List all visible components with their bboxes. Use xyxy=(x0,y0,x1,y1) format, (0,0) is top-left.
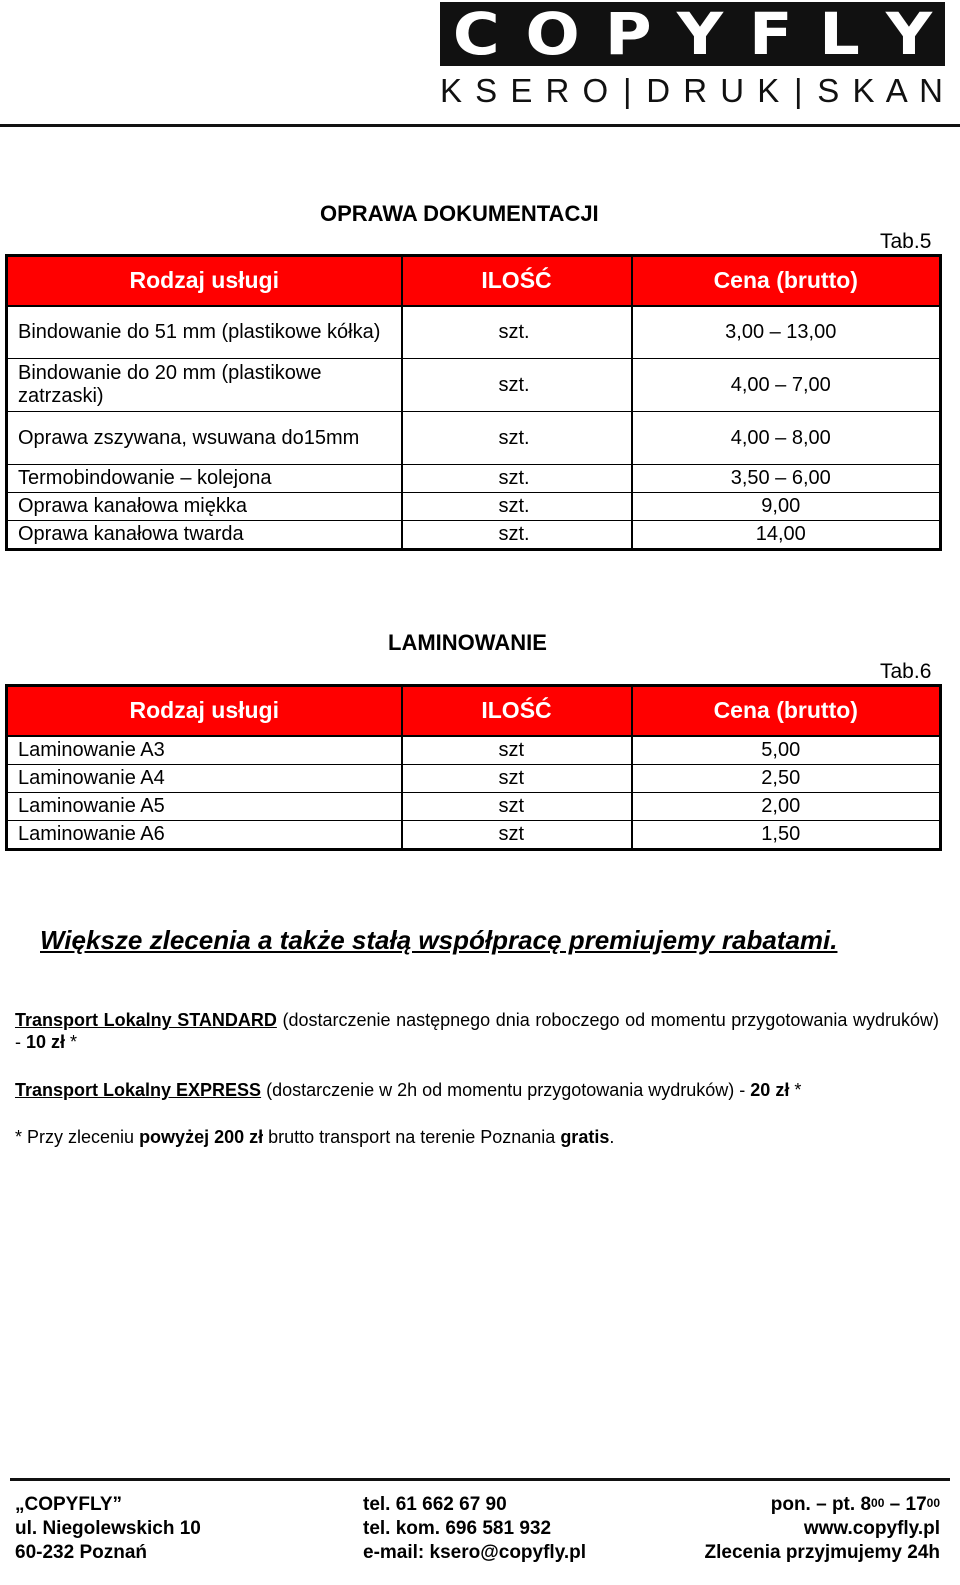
service-name: Termobindowanie – kolejona xyxy=(7,465,402,493)
transport-standard-suffix: * xyxy=(65,1032,78,1052)
footer-street: ul. Niegolewskich 10 xyxy=(15,1518,201,1539)
logo-letter: F xyxy=(749,0,794,68)
hours-end-minutes: 00 xyxy=(926,1496,940,1510)
service-name: Bindowanie do 51 mm (plastikowe kółka) xyxy=(7,306,402,359)
service-price: 1,50 xyxy=(632,820,941,849)
service-name: Oprawa kanałowa miękka xyxy=(7,493,402,521)
table-row xyxy=(7,493,941,521)
service-price: 2,00 xyxy=(632,792,941,820)
table-row xyxy=(7,359,941,412)
table-row xyxy=(7,306,941,359)
tagline-word: S K A N xyxy=(817,72,945,109)
service-name: Oprawa kanałowa twarda xyxy=(7,521,402,550)
section-title-binding: OPRAWA DOKUMENTACJI xyxy=(320,201,599,226)
service-unit: szt xyxy=(402,736,632,765)
service-unit: szt. xyxy=(402,465,632,493)
service-price: 9,00 xyxy=(632,493,941,521)
logo-letter: O xyxy=(525,0,580,68)
service-unit: szt xyxy=(402,764,632,792)
service-unit: szt. xyxy=(402,359,632,412)
table-row xyxy=(7,465,941,493)
note-middle: brutto transport na terenie Poznania xyxy=(263,1127,561,1147)
table-header-row xyxy=(7,256,941,306)
logo-letter: L xyxy=(819,0,860,68)
service-unit: szt. xyxy=(402,306,632,359)
service-name: Laminowanie A5 xyxy=(7,792,402,820)
footer-company: „COPYFLY” xyxy=(15,1494,122,1515)
footer-hours xyxy=(705,1493,941,1517)
table-row xyxy=(7,820,941,849)
service-price: 5,00 xyxy=(632,736,941,765)
header-divider xyxy=(0,124,960,127)
binding-price-table xyxy=(5,254,942,551)
service-price: 14,00 xyxy=(632,521,941,550)
service-price: 4,00 – 7,00 xyxy=(632,359,941,412)
footer-email[interactable]: e-mail: ksero@copyfly.pl xyxy=(363,1542,587,1563)
footer-contact xyxy=(363,1493,586,1565)
footer-orders: Zlecenia przyjmujemy 24h xyxy=(704,1542,940,1563)
header-service: Rodzaj usługi xyxy=(7,686,402,736)
service-price: 3,00 – 13,00 xyxy=(632,306,941,359)
header-service: Rodzaj usługi xyxy=(7,256,402,306)
table-label-tab5: Tab.5 xyxy=(880,230,932,253)
footer-info xyxy=(705,1493,941,1565)
footer-city: 60-232 Poznań xyxy=(15,1542,147,1563)
transport-express-suffix: * xyxy=(789,1080,802,1100)
service-unit: szt. xyxy=(402,521,632,550)
section-title-lamination: LAMINOWANIE xyxy=(388,630,547,655)
discount-promo: Większe zlecenia a także stałą współpracę premiujemy rabatami. xyxy=(40,925,838,955)
transport-standard-label: Transport Lokalny STANDARD xyxy=(15,1010,277,1030)
hours-end: – 17 xyxy=(884,1494,927,1515)
service-name: Laminowanie A4 xyxy=(7,764,402,792)
transport-standard xyxy=(15,1009,939,1053)
transport-express-desc: (dostarczenie w 2h od momentu przygotowania wydruków) - xyxy=(261,1080,751,1100)
service-unit: szt xyxy=(402,792,632,820)
service-name: Oprawa zszywana, wsuwana do15mm xyxy=(7,412,402,465)
service-price: 2,50 xyxy=(632,764,941,792)
service-price: 4,00 – 8,00 xyxy=(632,412,941,465)
transport-standard-price: 10 zł xyxy=(26,1032,66,1052)
service-unit: szt. xyxy=(402,493,632,521)
footer-mobile[interactable]: tel. kom. 696 581 932 xyxy=(363,1518,552,1539)
footer-phone[interactable]: tel. 61 662 67 90 xyxy=(363,1494,507,1515)
service-name: Laminowanie A3 xyxy=(7,736,402,765)
table-row xyxy=(7,764,941,792)
logo-wordmark xyxy=(440,2,945,66)
logo-letter: P xyxy=(604,0,652,68)
footer-divider xyxy=(10,1478,950,1481)
note-end: . xyxy=(609,1127,615,1147)
service-unit: szt. xyxy=(402,412,632,465)
copyfly-logo xyxy=(440,2,945,126)
service-price: 3,50 – 6,00 xyxy=(632,465,941,493)
lamination-price-table xyxy=(5,684,942,851)
header-price: Cena (brutto) xyxy=(632,686,941,736)
transport-express-price: 20 zł xyxy=(750,1080,790,1100)
hours-start: pon. – pt. 8 xyxy=(770,1494,872,1515)
logo-tagline xyxy=(440,74,945,107)
free-delivery-note xyxy=(15,1126,939,1148)
note-gratis: gratis xyxy=(560,1127,610,1147)
table-row xyxy=(7,412,941,465)
table-label-tab6: Tab.6 xyxy=(880,660,932,683)
transport-express-label: Transport Lokalny EXPRESS xyxy=(15,1080,262,1100)
note-prefix: * Przy zleceniu xyxy=(15,1127,140,1147)
header-quantity: ILOŚĆ xyxy=(402,256,632,306)
logo-letter: C xyxy=(452,0,500,68)
logo-letter: Y xyxy=(885,0,933,68)
note-threshold: powyżej 200 zł xyxy=(139,1127,264,1147)
service-unit: szt xyxy=(402,820,632,849)
service-name: Laminowanie A6 xyxy=(7,820,402,849)
tagline-word: K S E R O xyxy=(440,72,611,109)
service-name: Bindowanie do 20 mm (plastikowe zatrzaski) xyxy=(7,359,402,412)
table-row xyxy=(7,792,941,820)
footer-website[interactable]: www.copyfly.pl xyxy=(803,1518,940,1539)
transport-express xyxy=(15,1079,939,1101)
table-row xyxy=(7,521,941,550)
tagline-separator: | xyxy=(622,72,634,109)
table-header-row xyxy=(7,686,941,736)
footer-address xyxy=(15,1493,201,1565)
table-row xyxy=(7,736,941,765)
header-price: Cena (brutto) xyxy=(632,256,941,306)
hours-start-minutes: 00 xyxy=(871,1496,885,1510)
header-quantity: ILOŚĆ xyxy=(402,686,632,736)
logo-letter: Y xyxy=(677,0,724,68)
tagline-separator: | xyxy=(793,72,805,109)
tagline-word: D R U K xyxy=(646,72,782,109)
transport-standard-desc: (dostarczenie następnego dnia roboczego od momentu przygotowania wydruków) - xyxy=(15,1010,939,1052)
